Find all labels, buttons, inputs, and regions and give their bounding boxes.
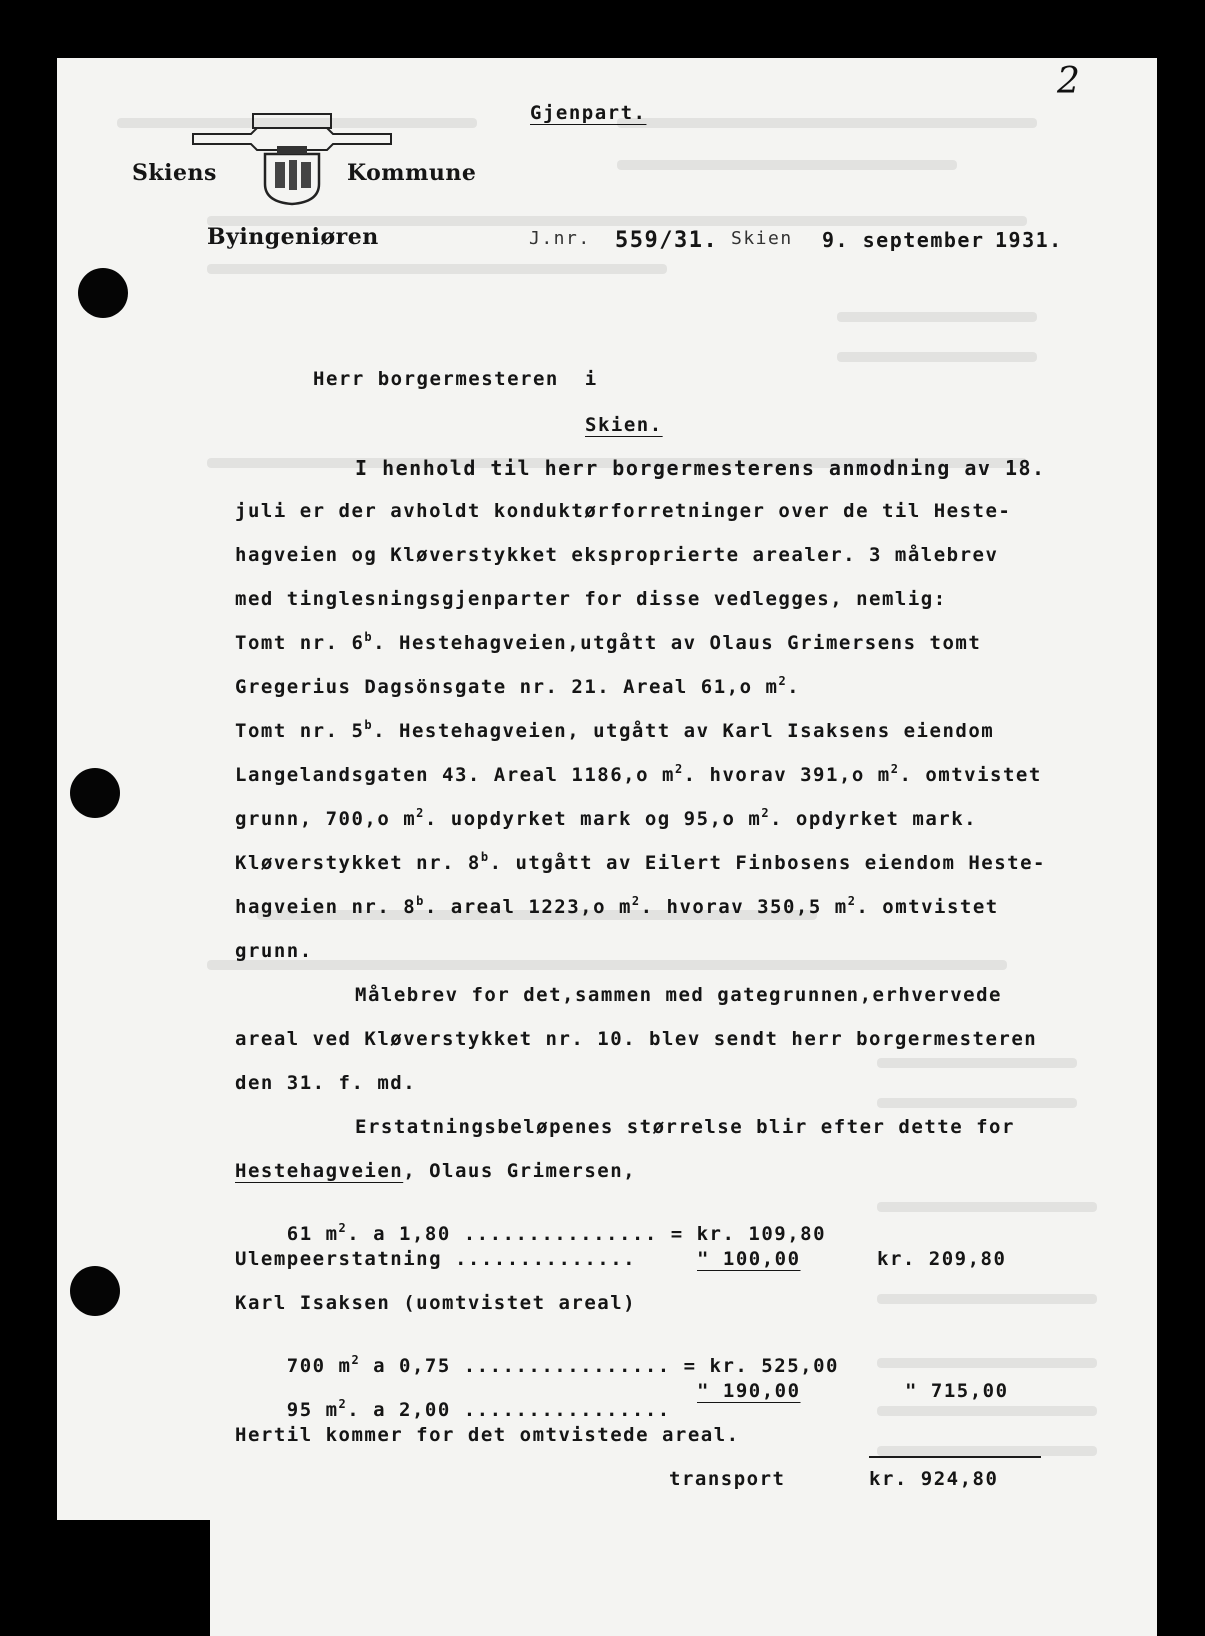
- coat-of-arms-icon: [187, 106, 397, 206]
- account-row-2-label: Ulempeerstatning ..............: [235, 1248, 637, 1270]
- letter-year: 1931.: [995, 228, 1063, 252]
- document-page: [57, 58, 1157, 1636]
- account-row-4: 95 $m^2$. a 2,00 ................: [286, 1397, 671, 1421]
- body-line-9: grunn, 700,o $m^2$. uopdyrket mark og 95,o $m^2$. opdyrket mark.: [235, 806, 978, 830]
- body-line-11: hagveien nr. 8$^b$. areal 1223,o $m^2$. hvorav 350,5 $m^2$. omtvistet: [235, 894, 999, 918]
- body-line-2: juli er der avholdt konduktørforretninger over de til Heste-: [235, 500, 1012, 522]
- transport-total: kr. 924,80: [869, 1468, 999, 1490]
- body-line-14: areal ved Kløverstykket nr. 10. blev sendt herr borgermesteren: [235, 1028, 1038, 1050]
- body-line-5: Tomt nr. 6$^b$. Hestehagveien,utgått av Olaus Grimersens tomt: [235, 630, 982, 654]
- punch-hole-bottom: [70, 1266, 120, 1316]
- account-row-4-amount: " 190,00: [697, 1380, 801, 1402]
- body-line-1: I henhold til herr borgermesterens anmodning av 18.: [355, 456, 1046, 480]
- account-row-5: Hertil kommer for det omtvistede areal.: [235, 1424, 740, 1446]
- journal-number-label: J.nr.: [529, 228, 591, 249]
- account-row-1: 61 $m^2$. a 1,80 ............... = kr. 109,80: [286, 1221, 827, 1245]
- place: Skien: [731, 228, 793, 249]
- journal-number-value: 559/31.: [615, 228, 719, 253]
- body-line-15: den 31. f. md.: [235, 1072, 417, 1094]
- municipality-seal: [187, 106, 397, 206]
- body-line-7: Tomt nr. 5$^b$. Hestehagveien, utgått av Karl Isaksens eiendom: [235, 718, 995, 742]
- account-row-2-amount: " 100,00: [697, 1248, 801, 1270]
- account-section-1: Hestehagveien, Olaus Grimersen,: [235, 1160, 637, 1182]
- punch-hole-top: [78, 268, 128, 318]
- scan-margin: [0, 1520, 210, 1636]
- org-name-right: Kommune: [347, 160, 477, 186]
- body-line-16: Erstatningsbeløpenes størrelse blir efter dette for: [355, 1116, 1015, 1138]
- letter-date: 9. september: [822, 228, 985, 252]
- body-line-8: Langelandsgaten 43. Areal 1186,o $m^2$. hvorav 391,o $m^2$. omtvistet: [235, 762, 1042, 786]
- transport-label: transport: [669, 1468, 786, 1490]
- account-section-2: Karl Isaksen (uomtvistet areal): [235, 1292, 637, 1314]
- body-line-6: Gregerius Dagsönsgate nr. 21. Areal 61,o $m^2$.: [235, 674, 801, 698]
- punch-hole-middle: [70, 768, 120, 818]
- body-line-12: grunn.: [235, 940, 313, 962]
- recipient-line: Herr borgermesteren i: [313, 368, 598, 390]
- department: Byingeniøren: [207, 224, 379, 250]
- total-rule: [869, 1456, 1041, 1458]
- recipient-place: Skien.: [585, 414, 663, 436]
- org-name-left: Skiens: [132, 160, 217, 186]
- body-line-3: hagveien og Kløverstykket eksproprierte arealer. 3 målebrev: [235, 544, 999, 566]
- body-line-13: Målebrev for det,sammen med gategrunnen,erhvervede: [355, 984, 1002, 1006]
- document-title: Gjenpart.: [530, 102, 647, 124]
- body-line-10: Kløverstykket nr. 8$^b$. utgått av Eilert Finbosens eiendom Heste-: [235, 850, 1046, 874]
- body-line-4: med tinglesningsgjenparter for disse vedlegges, nemlig:: [235, 588, 947, 610]
- account-row-4-total: " 715,00: [905, 1380, 1009, 1402]
- account-row-2-total: kr. 209,80: [877, 1248, 1007, 1270]
- corner-page-number: 2: [1057, 61, 1082, 102]
- account-row-3: 700 $m^2$ a 0,75 ................ = kr. 525,00: [286, 1353, 839, 1377]
